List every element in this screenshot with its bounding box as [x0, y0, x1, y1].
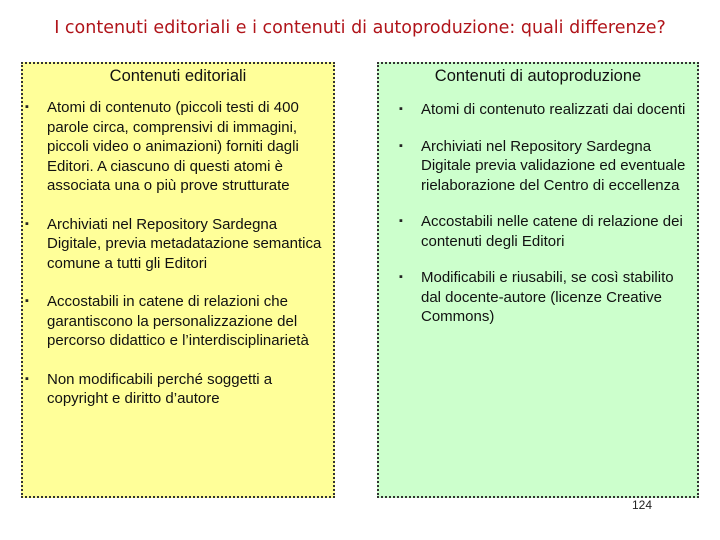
editorial-content-panel [21, 62, 335, 498]
list-item [399, 100, 697, 120]
page-number: 124 [632, 498, 653, 512]
list-item [25, 98, 333, 196]
bullet-icon: ▪ [399, 103, 403, 115]
list-item-text: Archiviati nel Repository Sardegna Digitale previa validazione ed eventuale rielaborazione del Centro di eccellenza [421, 137, 686, 194]
bullet-icon: ▪ [399, 271, 403, 283]
editorial-bullet-list [25, 98, 333, 428]
list-item-text: Modificabili e riusabili, se così stabilito dal docente-autore (licenze Creative Commons) [421, 269, 674, 325]
list-item-text: Accostabili in catene di relazioni che garantiscono la personalizzazione del percorso didattico e l’interdisciplinarietà [47, 293, 309, 349]
list-item [399, 137, 697, 196]
list-item [399, 212, 697, 251]
editorial-panel-title: Contenuti editoriali [109, 67, 247, 85]
self-produced-content-panel [377, 62, 699, 498]
list-item [399, 268, 697, 327]
list-item-text: Accostabili nelle catene di relazione dei contenuti degli Editori [421, 213, 683, 250]
slide-title: I contenuti editoriali e i contenuti di autoproduzione: quali differenze? [54, 18, 666, 38]
list-item [25, 370, 333, 409]
bullet-icon: ▪ [25, 101, 29, 113]
bullet-icon: ▪ [399, 215, 403, 227]
bullet-icon: ▪ [25, 372, 29, 385]
list-item [25, 292, 333, 351]
bullet-icon: ▪ [25, 217, 29, 230]
list-item-text: Archiviati nel Repository Sardegna Digitale, previa metadatazione semantica comune a tutti gli Editori [47, 215, 322, 272]
list-item [25, 215, 333, 274]
self-produced-bullet-list [399, 100, 697, 344]
self-produced-panel-title: Contenuti di autoproduzione [434, 67, 642, 85]
list-item-text: Non modificabili perché soggetti a copyright e diritto d’autore [47, 370, 273, 407]
list-item-text: Atomi di contenuto (piccoli testi di 400 parole circa, comprensivi di immagini, piccoli video o animazioni) forniti dagli Editori. A ciascuno di questi atomi è associata una o più prove strutturate [47, 99, 299, 194]
list-item-text: Atomi di contenuto realizzati dai docenti [421, 101, 686, 118]
bullet-icon: ▪ [25, 295, 29, 307]
bullet-icon: ▪ [399, 139, 403, 152]
